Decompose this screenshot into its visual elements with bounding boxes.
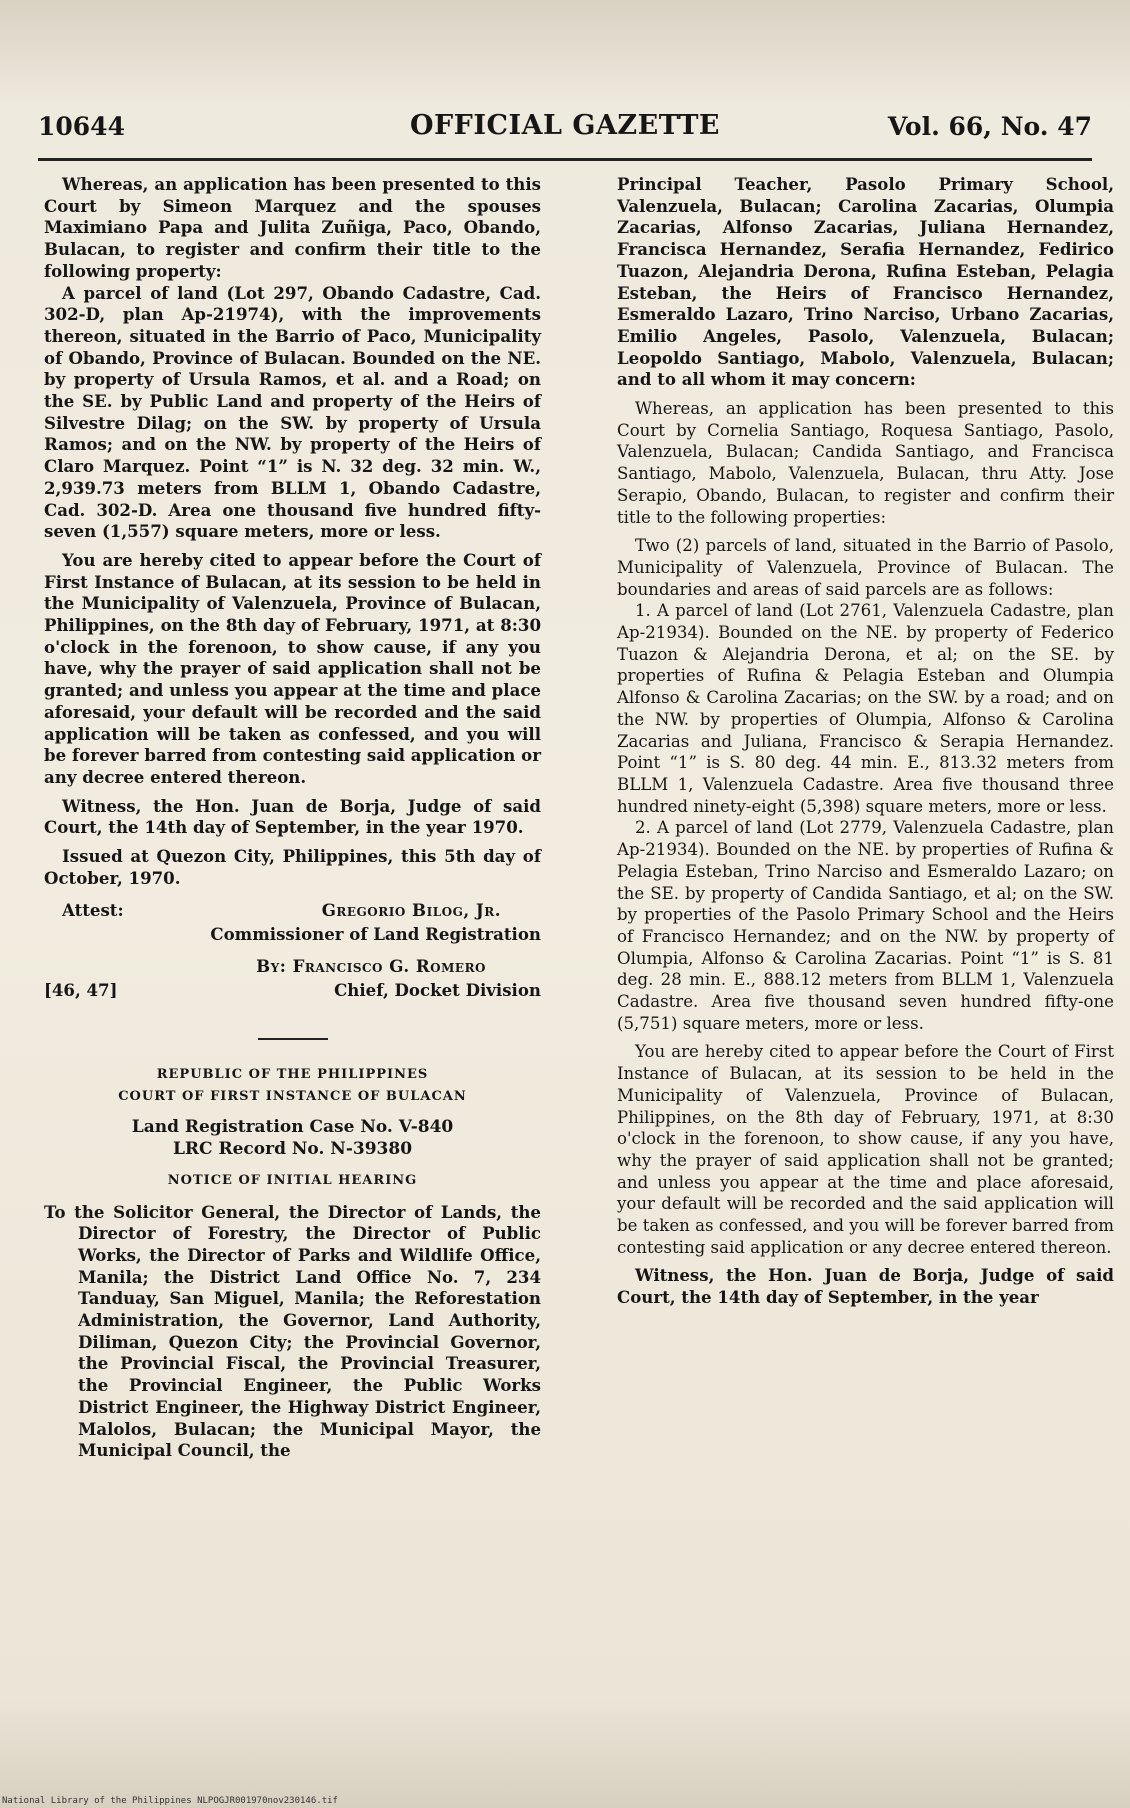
issued-paragraph: Issued at Quezon City, Philippines, this 5th day of October, 1970.: [44, 846, 541, 888]
addressees-paragraph: To the Solicitor General, the Director of Lands, the Director of Forestry, the Director of Public Works, the Director of Parks and Wildlife Office, Manila; the District Land Office No. 7, 234 Tanduay, San Miguel, Manila; the Reforestation Administration, the Governor, Land Authority, Diliman, Quezon City; the Provincial Governor, the Provincial Fiscal, the Provincial Treasurer, the Provincial Engineer, the Public Works District Engineer, the Highway District Engineer, Malolos, Bulacan; the Municipal Mayor, the Municipal Council, the: [44, 1201, 541, 1461]
summons-paragraph: You are hereby cited to appear before the Court of First Instance of Bulacan, at its session to be held in the Municipality of Valenzuela, Province of Bulacan, Philippines, on the 8th day of February, 1971, at 8:30 o'clock in the forenoon, to show cause, if any you have, why the prayer of said application shall not be granted; and unless you appear at the time and place aforesaid, your default will be recorded and the said application will be taken as confessed, and you will be forever barred from contesting said application or any decree entered thereon.: [44, 549, 541, 787]
whereas-paragraph-2: Whereas, an application has been presented to this Court by Cornelia Santiago, Roquesa Santiago, Pasolo, Valenzuela, Bulacan; Candida Santiago, and Francisca Santiago, Mabolo, Valenzuela, Bulacan, thru Atty. Jose Serapio, Obando, Bulacan, to register and confirm their title to the following properties:: [617, 399, 1114, 527]
page-header: [38, 106, 1092, 150]
page-number: 10644: [38, 112, 125, 141]
lrc-record-number: LRC Record No. N-39380: [172, 1138, 413, 1159]
attest-label: Attest:: [62, 899, 124, 920]
addressees-continued: Principal Teacher, Pasolo Primary School, Valenzuela, Bulacan; Carolina Zacarias, Olumpia Zacarias, Alfonso Zacarias, Juliana Hernandez, Francisca Hernandez, Serafia Hernandez, Fedirico Tuazon, Alejandria Derona, Rufina Esteban, Pelagia Esteban, the Heirs of Francisco Hernandez, Esmeraldo Lazaro, Trino Narciso, Urbano Zacarias, Emilio Angeles, Pasolo, Valenzuela, Bulacan; Leopoldo Santiago, Mabolo, Valenzuela, Bulacan; and to all whom it may concern:: [617, 174, 1114, 390]
notice-heading: NOTICE OF INITIAL HEARING: [167, 1172, 418, 1188]
property-description: A parcel of land (Lot 297, Obando Cadastre, Cad. 302-D, plan Ap-21974), with the improvements thereon, situated in the Barrio of Paco, Municipality of Obando, Province of Bulacan. Bounded on the NE. by property of Ursula Ramos, et al. and a Road; on the SE. by Public Land and property of the Heirs of Silvestre Dilag; on the SW. by property of Ursula Ramos; and on the NW. by property of the Heirs of Claro Marquez. Point “1” is N. 32 deg. 32 min. W., 2,939.73 meters from BLLM 1, Obando Cadastre, Cad. 302-D. Area one thousand five hundred fifty-seven (1,557) square meters, more or less.: [44, 282, 541, 542]
by-line: By: Francisco G. Romero: [256, 955, 486, 976]
summons-paragraph-2: You are hereby cited to appear before the Court of First Instance of Bulacan, at its session to be held in the Municipality of Valenzuela, Province of Bulacan, Philippines, on the 8th day of February, 1971, at 8:30 o'clock in the forenoon, to show cause, if any you have, why the prayer of said application shall not be granted; and unless you appear at the time and place aforesaid, your default will be recorded and the said application will be taken as confessed, and you will be forever barred from contesting said application or any decree entered thereon.: [617, 1042, 1114, 1257]
witness-paragraph-2: Witness, the Hon. Juan de Borja, Judge of said Court, the 14th day of September, in the year: [617, 1265, 1114, 1308]
witness-paragraph: Witness, the Hon. Juan de Borja, Judge of said Court, the 14th day of September, in the year 1970.: [44, 795, 541, 838]
whereas-paragraph: Whereas, an application has been presented to this Court by Simeon Marquez and the spouses Maximiano Papa and Julita Zuñiga, Paco, Obando, Bulacan, to register and confirm their title to the following property:: [44, 174, 541, 281]
parcels-intro: Two (2) parcels of land, situated in the Barrio of Pasolo, Municipality of Valenzuela, Province of Bulacan. The boundaries and areas of said parcels are as follows:: [617, 536, 1114, 599]
case-number: Land Registration Case No. V-840: [131, 1116, 454, 1137]
left-column: [44, 174, 541, 1462]
parcel-2-description: 2. A parcel of land (Lot 2779, Valenzuela Cadastre, plan Ap-21934). Bounded on the NE. by properties of Rufina & Pelagia Esteban, Trino Narciso and Esmeraldo Lazaro; on the SE. by property of Candida Santiago, et al; on the SW. by properties of the Pasolo Primary School and the Heirs of Francisco Hernandez; and on the NW. by property of Olumpia, Alfonso & Carolina Zacarias. Point “1” is S. 81 deg. 28 min. E., 888.12 meters from BLLM 1, Valenzuela Cadastre. Area five thousand seven hundred fifty-one (5,751) square meters, more or less.: [617, 818, 1114, 1033]
volume-number: Vol. 66, No. 47: [887, 112, 1092, 141]
commissioner-title: Commissioner of Land Registration: [210, 923, 541, 944]
attestation-block: [44, 896, 541, 1012]
section-divider: [258, 1038, 328, 1040]
court-heading: COURT OF FIRST INSTANCE OF BULACAN: [118, 1088, 467, 1104]
scan-footer: National Library of the Philippines NLPOGJR001970nov230146.tif: [2, 1796, 338, 1806]
header-rule: [38, 158, 1092, 161]
parcel-1-description: 1. A parcel of land (Lot 2761, Valenzuela Cadastre, plan Ap-21934). Bounded on the NE. by property of Federico Tuazon & Alejandria Derona, et al; on the SE. by properties of Rufina & Pelagia Esteban and Olumpia Alfonso & Carolina Zacarias; on the SW. by a road; and on the NW. by properties of Olumpia, Alfonso & Carolina Zacarias and Juliana, Francisco & Serapia Hernandez. Point “1” is S. 80 deg. 44 min. E., 813.32 meters from BLLM 1, Valenzuela Cadastre. Area five thousand three hundred ninety-eight (5,398) square meters, more or less.: [617, 601, 1114, 816]
docket-chief-title: Chief, Docket Division: [334, 979, 541, 1000]
right-column: [617, 174, 1114, 1309]
publication-title: OFFICIAL GAZETTE: [409, 110, 721, 141]
issue-reference: [46, 47]: [44, 979, 118, 1000]
republic-heading: REPUBLIC OF THE PHILIPPINES: [156, 1066, 429, 1082]
commissioner-name: Gregorio Bilog, Jr.: [321, 899, 501, 920]
